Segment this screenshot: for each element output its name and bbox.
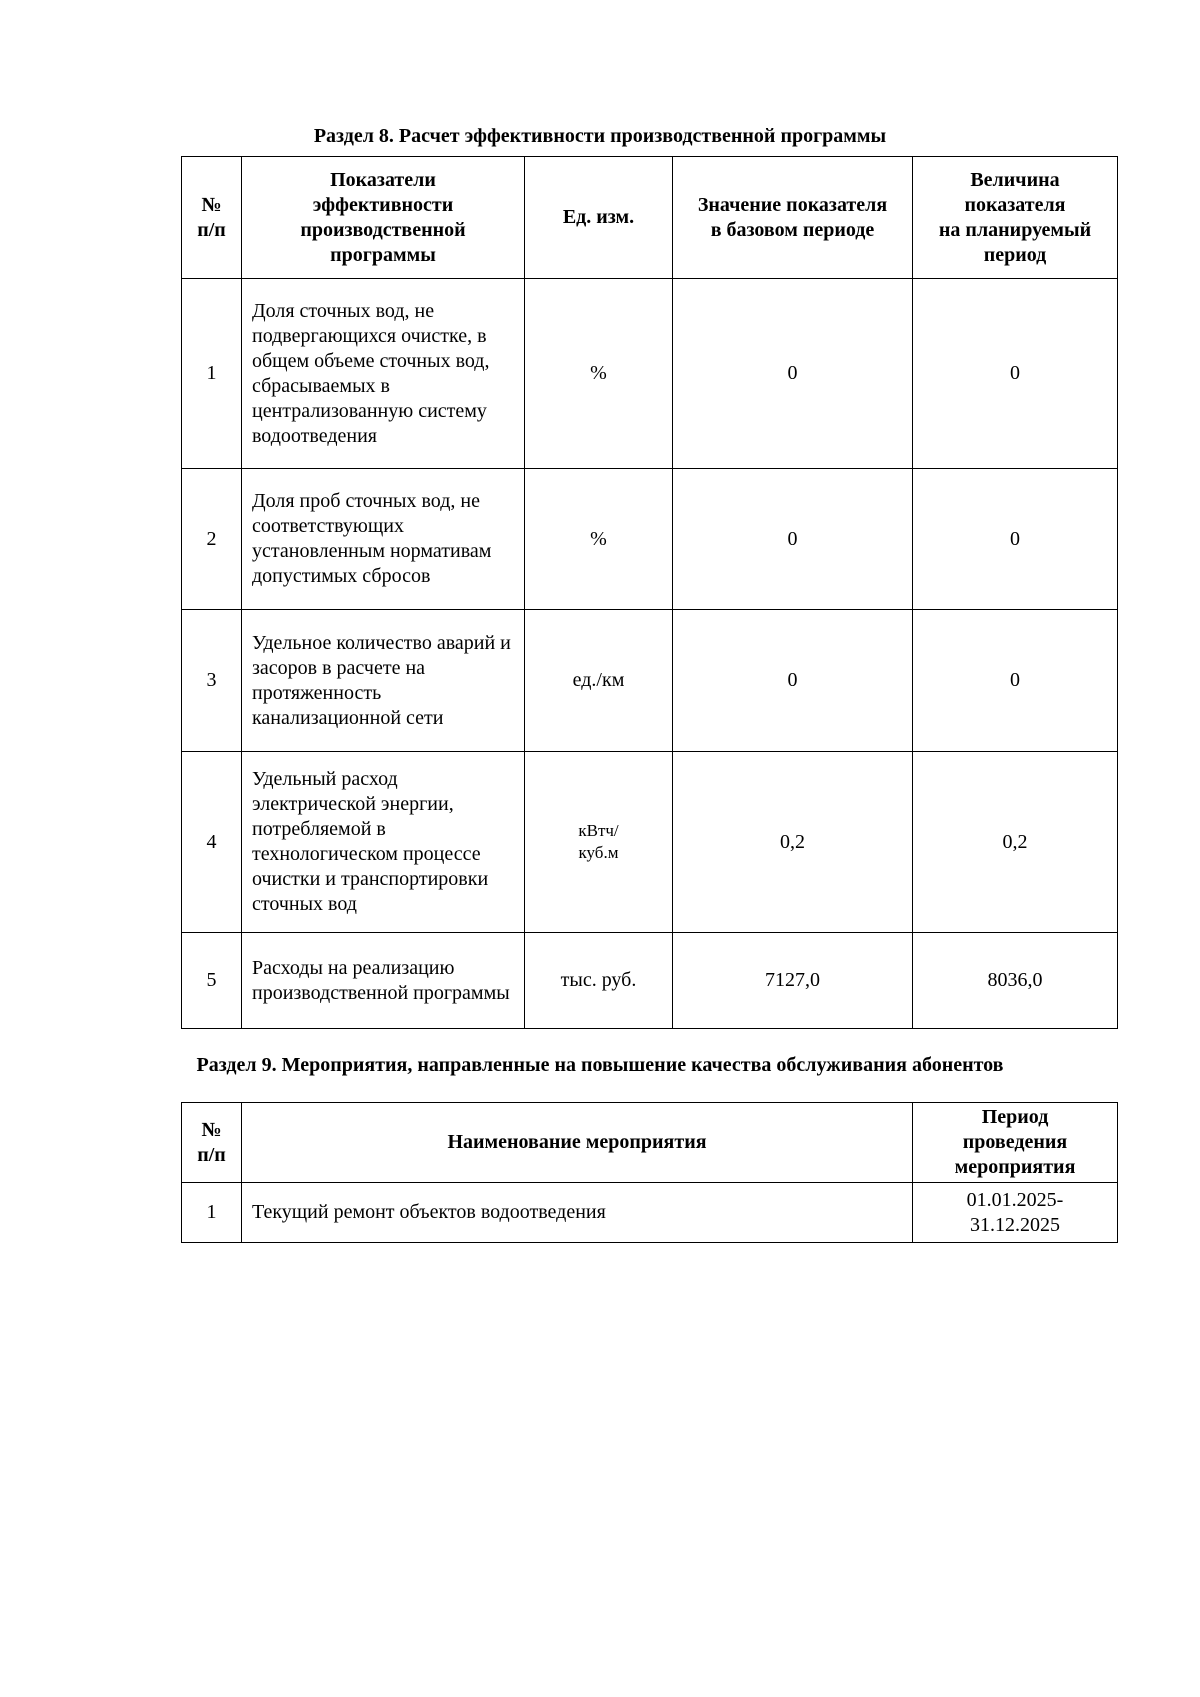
row-num: 4 bbox=[182, 752, 242, 933]
header-num: № п/п bbox=[182, 1103, 242, 1183]
row-unit: % bbox=[525, 469, 673, 610]
header-num: № п/п bbox=[182, 157, 242, 279]
row-plan-value: 8036,0 bbox=[913, 933, 1118, 1029]
row-num: 2 bbox=[182, 469, 242, 610]
table-row bbox=[182, 610, 1118, 752]
row-unit: ед./км bbox=[525, 610, 673, 752]
header-measure-name: Наименование мероприятия bbox=[242, 1103, 913, 1183]
row-indicator: Расходы на реализацию производственной программы bbox=[242, 933, 525, 1029]
table-header-row bbox=[182, 1103, 1118, 1183]
table-row bbox=[182, 933, 1118, 1029]
table-row bbox=[182, 469, 1118, 610]
row-indicator: Доля проб сточных вод, не соответствующих установленным нормативам допустимых сбросов bbox=[242, 469, 525, 610]
table-row bbox=[182, 752, 1118, 933]
header-unit: Ед. изм. bbox=[525, 157, 673, 279]
row-base-value: 0 bbox=[673, 610, 913, 752]
row-plan-value: 0 bbox=[913, 279, 1118, 469]
row-num: 1 bbox=[182, 279, 242, 469]
row-base-value: 0,2 bbox=[673, 752, 913, 933]
row-plan-value: 0,2 bbox=[913, 752, 1118, 933]
header-indicator: Показатели эффективности производственной программы bbox=[242, 157, 525, 279]
header-plan-value: Величина показателя на планируемый период bbox=[913, 157, 1118, 279]
table-row bbox=[182, 1183, 1118, 1243]
row-unit: % bbox=[525, 279, 673, 469]
row-base-value: 0 bbox=[673, 469, 913, 610]
row-base-value: 0 bbox=[673, 279, 913, 469]
row-plan-value: 0 bbox=[913, 610, 1118, 752]
section-8-title: Раздел 8. Расчет эффективности производственной программы bbox=[313, 125, 887, 147]
row-unit: тыс. руб. bbox=[525, 933, 673, 1029]
table-header-row bbox=[182, 157, 1118, 279]
row-num: 5 bbox=[182, 933, 242, 1029]
row-unit: кВтч/ куб.м bbox=[525, 752, 673, 933]
measures-table bbox=[181, 1102, 1118, 1243]
row-num: 3 bbox=[182, 610, 242, 752]
row-indicator: Доля сточных вод, не подвергающихся очистке, в общем объеме сточных вод, сбрасываемых в централизованную систему водоотведения bbox=[242, 279, 525, 469]
row-base-value: 7127,0 bbox=[673, 933, 913, 1029]
header-period: Период проведения мероприятия bbox=[913, 1103, 1118, 1183]
section-9-title: Раздел 9. Мероприятия, направленные на повышение качества обслуживания абонентов bbox=[196, 1054, 1004, 1076]
table-row bbox=[182, 279, 1118, 469]
row-period: 01.01.2025- 31.12.2025 bbox=[913, 1183, 1118, 1243]
row-indicator: Удельный расход электрической энергии, потребляемой в технологическом процессе очистки и транспортировки сточных вод bbox=[242, 752, 525, 933]
row-plan-value: 0 bbox=[913, 469, 1118, 610]
row-measure-name: Текущий ремонт объектов водоотведения bbox=[242, 1183, 913, 1243]
header-base-value: Значение показателя в базовом периоде bbox=[673, 157, 913, 279]
row-num: 1 bbox=[182, 1183, 242, 1243]
efficiency-table bbox=[181, 156, 1118, 1029]
row-indicator: Удельное количество аварий и засоров в расчете на протяженность канализационной сети bbox=[242, 610, 525, 752]
